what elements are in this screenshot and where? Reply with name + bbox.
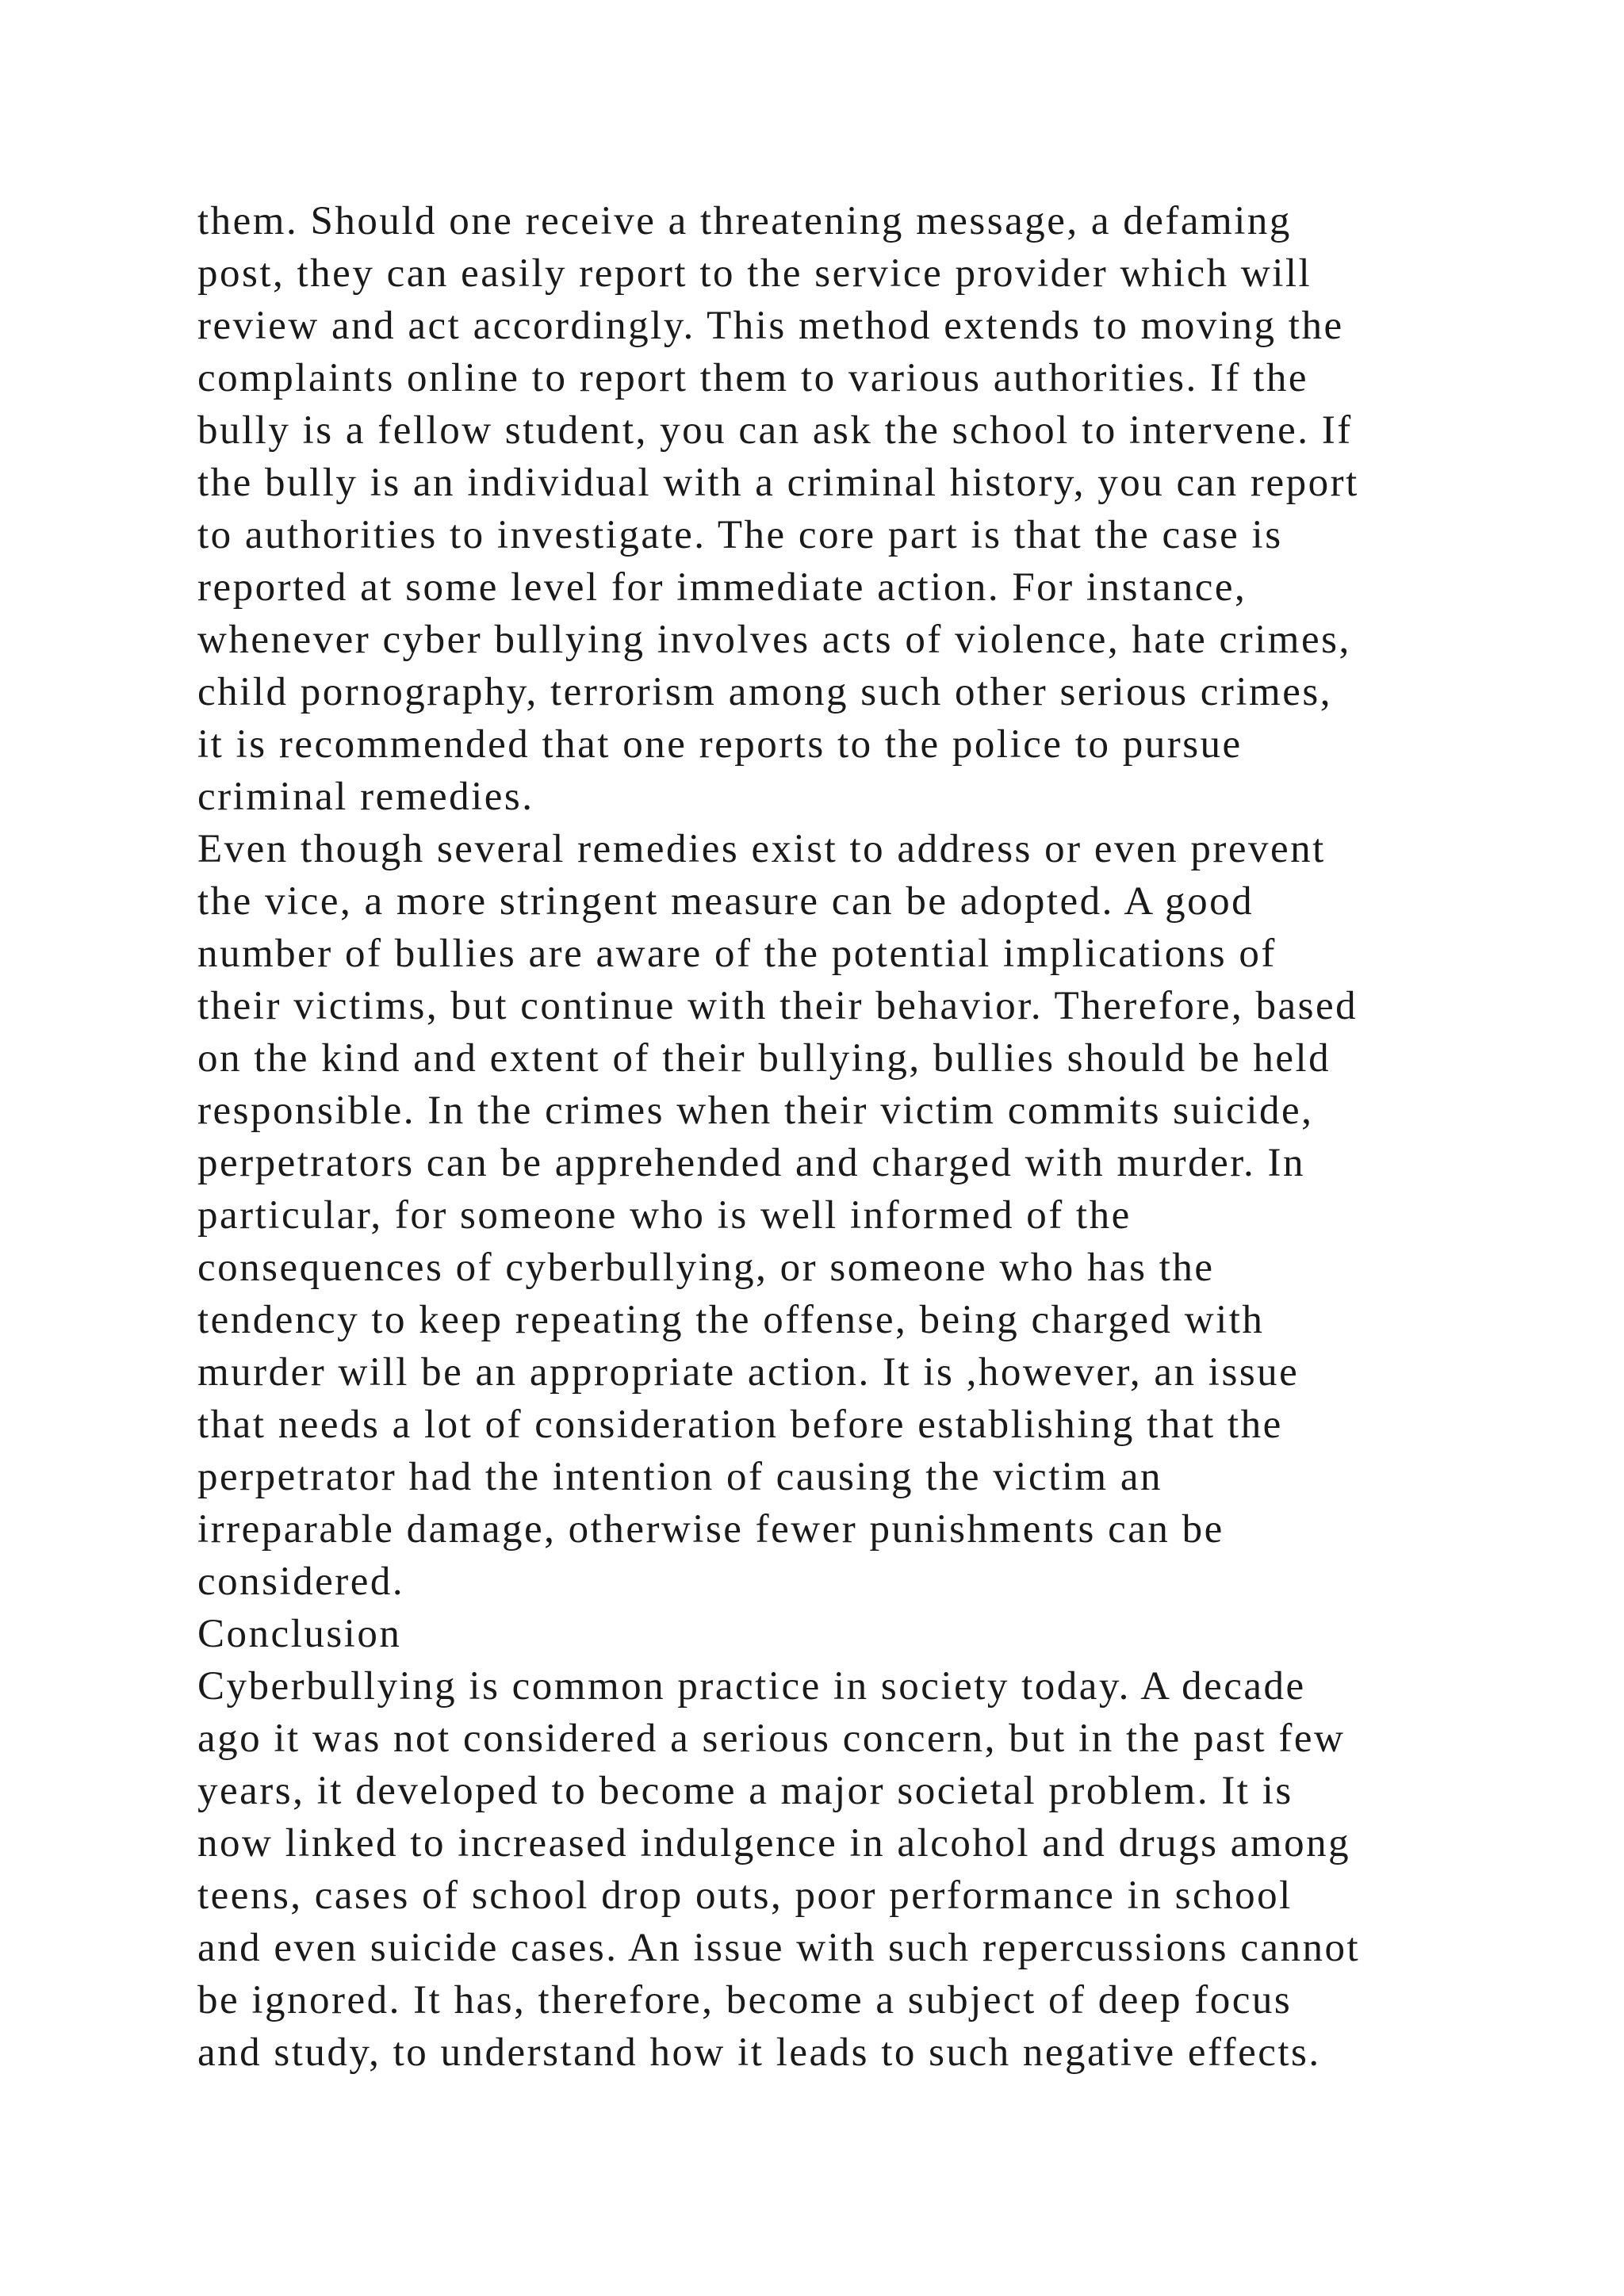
section-heading: Conclusion <box>197 1612 402 1656</box>
text-line: particular, for someone who is well informed of the <box>197 1193 1132 1238</box>
text-line: them. Should one receive a threatening message, a defaming <box>197 199 1292 243</box>
text-line: years, it developed to become a major societal problem. It is <box>197 1769 1293 1813</box>
text-line: perpetrator had the intention of causing the victim an <box>197 1455 1162 1499</box>
text-line: and even suicide cases. An issue with such repercussions cannot <box>197 1926 1361 1970</box>
text-line: criminal remedies. <box>197 775 534 819</box>
text-line: and study, to understand how it leads to such negative effects. <box>197 2030 1321 2075</box>
text-line: considered. <box>197 1559 405 1604</box>
text-line: complaints online to report them to various authorities. If the <box>197 356 1309 400</box>
text-line: the bully is an individual with a criminal history, you can report <box>197 461 1359 505</box>
text-line: post, they can easily report to the service provider which will <box>197 251 1312 296</box>
text-line: review and act accordingly. This method extends to moving the <box>197 304 1344 348</box>
text-line: murder will be an appropriate action. It is ,however, an issue <box>197 1350 1300 1395</box>
text-line: on the kind and extent of their bullying, bullies should be held <box>197 1036 1331 1081</box>
text-line: that needs a lot of consideration before establishing that the <box>197 1402 1283 1447</box>
text-line: now linked to increased indulgence in alcohol and drugs among <box>197 1821 1351 1866</box>
text-line: Cyberbullying is common practice in society today. A decade <box>197 1664 1306 1709</box>
text-line: it is recommended that one reports to the police to pursue <box>197 722 1243 767</box>
text-line: responsible. In the crimes when their victim commits suicide, <box>197 1089 1314 1133</box>
text-line: be ignored. It has, therefore, become a subject of deep focus <box>197 1978 1293 2022</box>
text-line: the vice, a more stringent measure can be adopted. A good <box>197 879 1254 924</box>
text-line: reported at some level for immediate action. For instance, <box>197 565 1247 610</box>
text-line: teens, cases of school drop outs, poor performance in school <box>197 1873 1293 1918</box>
text-line: tendency to keep repeating the offense, being charged with <box>197 1298 1265 1342</box>
text-line: consequences of cyberbullying, or someone who has the <box>197 1246 1215 1290</box>
text-line: bully is a fellow student, you can ask the school to intervene. If <box>197 408 1353 453</box>
text-line: Even though several remedies exist to address or even prevent <box>197 827 1326 871</box>
text-line: ago it was not considered a serious concern, but in the past few <box>197 1716 1346 1761</box>
text-line: to authorities to investigate. The core part is that the case is <box>197 513 1283 557</box>
body-text <box>197 195 1466 2079</box>
text-line: irreparable damage, otherwise fewer punishments can be <box>197 1507 1224 1552</box>
text-line: whenever cyber bullying involves acts of violence, hate crimes, <box>197 618 1351 662</box>
text-line: their victims, but continue with their behavior. Therefore, based <box>197 984 1358 1028</box>
text-line: perpetrators can be apprehended and charged with murder. In <box>197 1141 1305 1185</box>
text-line: number of bullies are aware of the potential implications of <box>197 932 1277 976</box>
text-line: child pornography, terrorism among such other serious crimes, <box>197 670 1332 714</box>
